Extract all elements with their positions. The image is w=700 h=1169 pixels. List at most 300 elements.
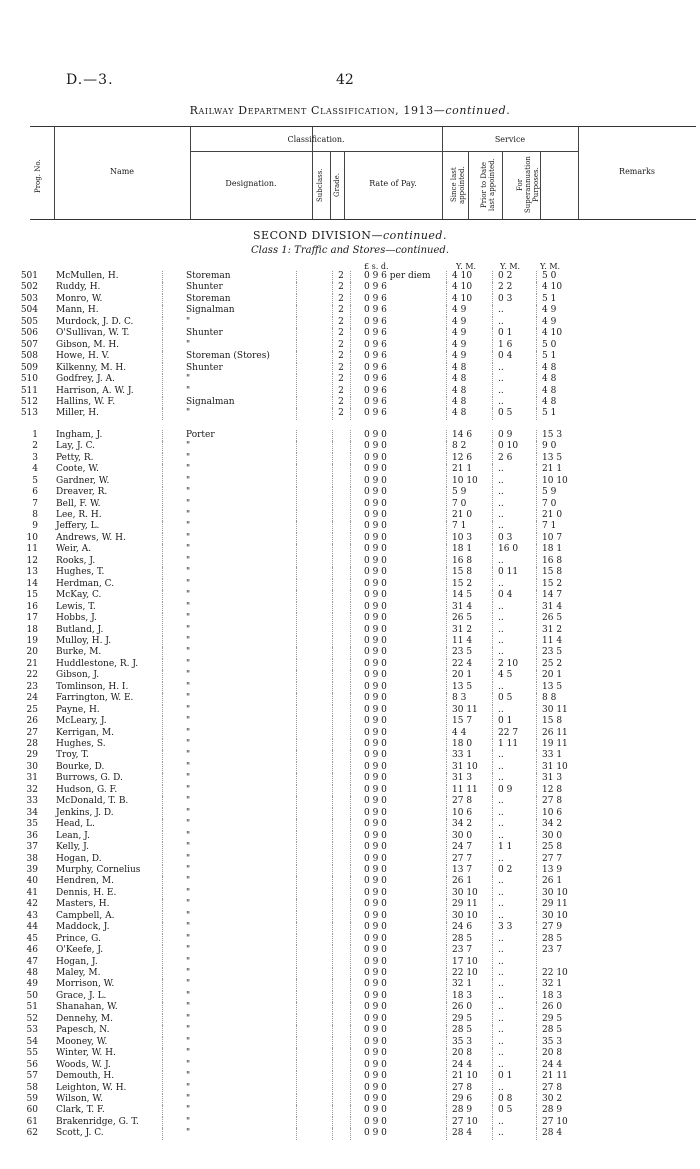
service-superannuation: 26 5	[542, 613, 563, 624]
rate-of-pay: 0 9 0	[364, 1071, 387, 1082]
column-rule	[446, 305, 447, 316]
column-rule	[536, 728, 537, 739]
rate-header: Rate of Pay.	[369, 179, 417, 188]
rate-of-pay: 0 9 0	[364, 761, 387, 772]
column-rule	[296, 476, 297, 487]
designation: Shunter	[186, 328, 223, 339]
service-superannuation: 4 8	[542, 396, 557, 407]
service-since-last: 12 6	[452, 452, 473, 463]
staff-name: Murdock, J. D. C.	[56, 316, 134, 327]
column-rule	[332, 625, 333, 636]
column-rule	[536, 408, 537, 419]
grade-header: Grade.	[333, 173, 341, 197]
column-rule	[332, 1128, 333, 1139]
designation: "	[186, 1082, 191, 1093]
rate-of-pay: 0 9 0	[364, 716, 387, 727]
column-rule	[446, 1048, 447, 1059]
super-units: Y. M.	[540, 262, 561, 271]
column-rule	[332, 1071, 333, 1082]
column-rule	[350, 636, 351, 647]
column-rule	[162, 899, 163, 910]
column-header	[30, 126, 696, 220]
service-prior: ..	[498, 681, 504, 692]
service-since-last: 20 8	[452, 1048, 473, 1059]
service-superannuation: 19 11	[542, 739, 568, 749]
service-since-last: 23 7	[452, 945, 473, 956]
designation: "	[186, 635, 191, 646]
column-rule	[296, 773, 297, 784]
column-rule	[492, 363, 493, 374]
column-rule	[446, 579, 447, 590]
service-since-last: 13 5	[452, 681, 473, 692]
rate-of-pay: 0 9 0	[364, 624, 387, 635]
column-rule	[332, 590, 333, 601]
service-since-last: 4 9	[452, 351, 467, 362]
column-rule	[446, 796, 447, 807]
service-prior: ..	[498, 979, 504, 990]
column-rule	[350, 670, 351, 681]
column-rule	[536, 899, 537, 910]
service-superannuation: 24 4	[542, 1059, 563, 1070]
service-prior: 0 10	[498, 441, 519, 452]
table-row	[0, 441, 700, 452]
service-prior: ..	[498, 305, 504, 316]
column-rule	[332, 464, 333, 475]
column-rule	[446, 430, 447, 441]
table-row	[0, 1128, 700, 1139]
column-rule	[536, 1002, 537, 1013]
column-rule	[296, 739, 297, 750]
rate-of-pay: 0 9 0	[364, 819, 387, 830]
column-rule	[446, 1117, 447, 1128]
column-rule	[492, 1002, 493, 1013]
column-rule	[332, 876, 333, 887]
column-rule	[446, 1014, 447, 1025]
column-rule	[536, 579, 537, 590]
column-rule	[350, 397, 351, 408]
grade: 2	[338, 351, 344, 362]
column-rule	[492, 328, 493, 339]
column-rule	[162, 430, 163, 441]
column-rule	[296, 716, 297, 727]
column-rule	[350, 556, 351, 567]
column-rule	[332, 567, 333, 578]
service-superannuation: 15 8	[542, 716, 563, 727]
table-row	[0, 317, 700, 328]
designation: "	[186, 670, 191, 681]
column-rule	[296, 785, 297, 796]
column-rule	[162, 1083, 163, 1094]
prog-no: 33	[26, 796, 38, 807]
service-superannuation: 27 10	[542, 1116, 568, 1127]
service-superannuation: 35 3	[542, 1036, 563, 1047]
column-rule	[296, 317, 297, 328]
column-rule	[162, 796, 163, 807]
column-rule	[446, 1002, 447, 1013]
rate-of-pay: 0 9 0	[364, 1082, 387, 1093]
pay-units: £ s. d.	[364, 262, 389, 271]
staff-name: Lean, J.	[56, 830, 90, 841]
service-prior: ..	[498, 374, 504, 385]
column-rule	[446, 374, 447, 385]
table-row	[0, 590, 700, 601]
service-since-last: 27 10	[452, 1116, 478, 1127]
class-heading: Class 1: Traffic and Stores—continued.	[251, 245, 449, 256]
column-rule	[332, 854, 333, 865]
designation: "	[186, 750, 191, 761]
column-rule	[332, 888, 333, 899]
prog-no: 27	[26, 727, 38, 738]
designation: "	[186, 613, 191, 624]
designation: "	[186, 475, 191, 486]
prog-no: 505	[20, 316, 38, 327]
designation: Shunter	[186, 362, 223, 373]
table-row	[0, 1002, 700, 1013]
division-heading	[0, 229, 700, 242]
staff-name: Mann, H.	[56, 305, 99, 316]
rate-of-pay: 0 9 0	[364, 544, 387, 555]
column-rule	[162, 1071, 163, 1082]
service-superannuation: 21 1	[542, 464, 563, 475]
column-rule	[492, 533, 493, 544]
column-rule	[446, 499, 447, 510]
column-rule	[492, 544, 493, 555]
service-since-last: 14 6	[452, 429, 473, 440]
column-rule	[492, 796, 493, 807]
rate-of-pay: 0 9 0	[364, 704, 387, 715]
grade: 2	[338, 396, 344, 407]
prog-no: 503	[20, 293, 38, 304]
column-rule	[446, 544, 447, 555]
service-since-last: 10 10	[452, 475, 478, 486]
service-superannuation: 20 8	[542, 1048, 563, 1059]
column-rule	[492, 876, 493, 887]
column-rule	[296, 282, 297, 293]
column-rule	[536, 305, 537, 316]
column-rule	[492, 510, 493, 521]
service-since-last: 4 8	[452, 362, 467, 373]
rate-of-pay: 0 9 0	[364, 1013, 387, 1024]
service-superannuation: 25 8	[542, 842, 563, 853]
column-rule	[296, 911, 297, 922]
column-rule	[296, 991, 297, 1002]
column-rule	[350, 945, 351, 956]
service-since-last: 10 3	[452, 532, 473, 543]
service-since-last: 17 10	[452, 956, 478, 967]
table-row	[0, 579, 700, 590]
column-rule	[536, 957, 537, 968]
service-superannuation: 20 1	[542, 670, 563, 681]
rate-of-pay: 0 9 0	[364, 693, 387, 704]
column-rule	[446, 899, 447, 910]
column-rule	[162, 945, 163, 956]
service-superannuation: 10 7	[542, 532, 563, 543]
column-rule	[492, 819, 493, 830]
column-rule	[162, 317, 163, 328]
rate-of-pay: 0 9 0	[364, 658, 387, 669]
service-superannuation: 30 2	[542, 1093, 563, 1104]
column-rule	[350, 386, 351, 397]
staff-name: McKay, C.	[56, 590, 102, 601]
rate-of-pay: 0 9 0	[364, 1059, 387, 1070]
prog-no: 60	[26, 1105, 38, 1116]
service-since-last: 7 0	[452, 498, 467, 509]
service-prior: ..	[498, 647, 504, 658]
column-rule	[536, 499, 537, 510]
column-rule	[446, 294, 447, 305]
column-rule	[332, 705, 333, 716]
page-number: 42	[336, 72, 354, 88]
column-rule	[332, 945, 333, 956]
column-rule	[296, 1094, 297, 1105]
service-prior: 0 9	[498, 784, 513, 795]
service-prior: 0 5	[498, 408, 513, 419]
staff-name: Lee, R. H.	[56, 510, 102, 520]
table-row	[0, 693, 700, 704]
column-rule	[536, 636, 537, 647]
rate-of-pay: 0 9 6	[364, 351, 387, 362]
service-prior: ..	[498, 1116, 504, 1127]
staff-name: Gardner, W.	[56, 475, 110, 486]
column-rule	[350, 968, 351, 979]
column-rule	[536, 785, 537, 796]
prog-no: 55	[26, 1048, 38, 1059]
service-prior: ..	[498, 1048, 504, 1059]
column-rule	[332, 579, 333, 590]
column-rule	[162, 659, 163, 670]
service-since-last: 26 5	[452, 613, 473, 624]
column-rule	[332, 682, 333, 693]
service-superannuation: 30 11	[542, 704, 568, 715]
service-since-last: 30 0	[452, 830, 473, 841]
rate-of-pay: 0 9 0	[364, 532, 387, 543]
service-since-last: 4 8	[452, 408, 467, 419]
column-rule	[332, 796, 333, 807]
service-superannuation: 21 0	[542, 510, 563, 520]
column-rule	[162, 533, 163, 544]
column-rule	[162, 762, 163, 773]
column-rule	[350, 1083, 351, 1094]
prog-no: 504	[20, 305, 38, 316]
classification-header: Classification.	[287, 135, 345, 144]
column-rule	[492, 351, 493, 362]
designation: "	[186, 1116, 191, 1127]
column-rule	[446, 533, 447, 544]
column-rule	[536, 453, 537, 464]
column-rule	[446, 625, 447, 636]
column-rule	[296, 613, 297, 624]
column-rule	[492, 865, 493, 876]
column-rule	[296, 430, 297, 441]
column-rule	[296, 762, 297, 773]
column-rule	[350, 282, 351, 293]
rate-of-pay: 0 9 0	[364, 979, 387, 990]
service-superannuation: 5 9	[542, 487, 557, 498]
column-rule	[162, 785, 163, 796]
service-since-last: 29 6	[452, 1093, 473, 1104]
column-rule	[332, 899, 333, 910]
designation: "	[186, 521, 191, 532]
table-row	[0, 854, 700, 865]
service-prior: ..	[498, 704, 504, 715]
prog-no: 38	[26, 853, 38, 864]
column-rule	[350, 762, 351, 773]
service-since-last: 4 4	[452, 727, 467, 738]
column-rule	[350, 1002, 351, 1013]
column-rule	[296, 1105, 297, 1116]
prog-no: 512	[20, 396, 38, 407]
staff-name: Hobbs, J.	[56, 613, 97, 624]
column-rule	[446, 351, 447, 362]
staff-name: Dennis, H. E.	[56, 887, 117, 898]
column-rule	[350, 567, 351, 578]
column-rule	[350, 476, 351, 487]
column-rule	[536, 762, 537, 773]
column-rule	[162, 625, 163, 636]
service-superannuation: 28 9	[542, 1105, 563, 1116]
column-rule	[492, 728, 493, 739]
column-rule	[492, 499, 493, 510]
designation: "	[186, 864, 191, 875]
table-row	[0, 705, 700, 716]
designation: "	[186, 578, 191, 589]
column-rule	[492, 831, 493, 842]
service-superannuation: 30 10	[542, 887, 568, 898]
column-rule	[536, 533, 537, 544]
prog-no: 6	[32, 487, 38, 498]
service-prior: 1 6	[498, 339, 513, 350]
rate-of-pay: 0 9 0	[364, 739, 387, 749]
column-rule	[296, 842, 297, 853]
designation: "	[186, 807, 191, 818]
column-rule	[332, 808, 333, 819]
column-rule	[332, 659, 333, 670]
table-row	[0, 294, 700, 305]
prog-no: 54	[26, 1036, 38, 1047]
rate-of-pay: 0 9 0	[364, 956, 387, 967]
service-superannuation: 7 0	[542, 498, 557, 509]
service-prior: ..	[498, 624, 504, 635]
prog-no: 49	[26, 979, 38, 990]
grade: 2	[338, 316, 344, 327]
column-rule	[492, 1083, 493, 1094]
staff-name: Kerrigan, M.	[56, 727, 115, 738]
service-superannuation: 14 7	[542, 590, 563, 601]
staff-name: Campbell, A.	[56, 910, 115, 921]
staff-name: Gibson, M. H.	[56, 339, 120, 350]
column-rule	[296, 533, 297, 544]
designation: "	[186, 658, 191, 669]
column-rule	[536, 888, 537, 899]
column-rule	[350, 682, 351, 693]
table-row	[0, 340, 700, 351]
column-rule	[446, 705, 447, 716]
column-rule	[446, 476, 447, 487]
column-rule	[162, 957, 163, 968]
prior-units: Y. M.	[500, 262, 521, 271]
column-rule	[332, 670, 333, 681]
staff-name: Lay, J. C.	[56, 441, 96, 452]
service-since-last: 22 10	[452, 968, 478, 978]
column-rule	[446, 647, 447, 658]
service-since-last: 30 10	[452, 887, 478, 898]
service-since-last: 10 6	[452, 807, 473, 818]
column-rule	[332, 602, 333, 613]
column-rule	[536, 968, 537, 979]
service-since-last: 35 3	[452, 1036, 473, 1047]
service-prior: ..	[498, 956, 504, 967]
table-row	[0, 865, 700, 876]
column-rule	[492, 625, 493, 636]
prog-no: 57	[26, 1071, 38, 1082]
column-rule	[446, 842, 447, 853]
service-prior: 1 11	[498, 739, 519, 749]
column-rule	[296, 693, 297, 704]
column-rule	[332, 911, 333, 922]
staff-name: Jeffery, L.	[56, 521, 100, 532]
column-rule	[162, 521, 163, 532]
grade: 2	[338, 282, 344, 293]
column-rule	[492, 590, 493, 601]
rate-of-pay: 0 9 0	[364, 681, 387, 692]
designation: Storeman	[186, 271, 231, 281]
staff-name: Dennehy, M.	[56, 1013, 113, 1024]
column-rule	[350, 1014, 351, 1025]
service-superannuation: 15 3	[542, 429, 563, 440]
service-superannuation: 34 2	[542, 819, 563, 830]
column-rule	[536, 430, 537, 441]
column-rule	[492, 282, 493, 293]
column-rule	[536, 911, 537, 922]
service-prior: 0 4	[498, 590, 513, 601]
rate-of-pay: 0 9 0	[364, 784, 387, 795]
column-rule	[492, 773, 493, 784]
rate-of-pay: 0 9 0	[364, 876, 387, 887]
column-rule	[350, 1060, 351, 1071]
column-rule	[536, 991, 537, 1002]
designation: "	[186, 452, 191, 463]
service-superannuation: 15 2	[542, 578, 563, 589]
service-prior: ..	[498, 887, 504, 898]
column-rule	[332, 957, 333, 968]
service-prior: 2 2	[498, 282, 513, 293]
column-rule	[492, 305, 493, 316]
service-prior: ..	[498, 396, 504, 407]
prog-no: 36	[26, 830, 38, 841]
column-rule	[446, 441, 447, 452]
service-superannuation: 30 0	[542, 830, 563, 841]
designation: "	[186, 464, 191, 475]
prog-no: 1	[32, 429, 38, 440]
prog-no: 42	[26, 899, 38, 910]
column-rule	[536, 716, 537, 727]
prog-no: 51	[26, 1002, 38, 1013]
prog-no: 26	[26, 716, 38, 727]
service-superannuation: 5 0	[542, 271, 557, 281]
service-since-last: 8 2	[452, 441, 467, 452]
column-rule	[162, 911, 163, 922]
prog-no: 510	[20, 374, 38, 385]
service-prior: ..	[498, 578, 504, 589]
staff-name: Bell, F. W.	[56, 498, 101, 509]
table-row	[0, 670, 700, 681]
column-rule	[492, 1105, 493, 1116]
service-since-last: 8 3	[452, 693, 467, 704]
staff-name: Maley, M.	[56, 968, 101, 978]
staff-name: Winter, W. H.	[56, 1048, 116, 1059]
column-rule	[350, 957, 351, 968]
column-rule	[446, 808, 447, 819]
